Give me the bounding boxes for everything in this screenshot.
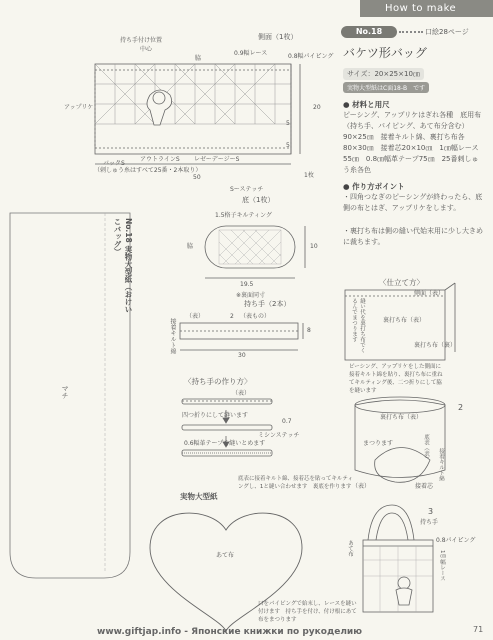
header-banner-text: How to make	[385, 3, 457, 14]
machi-label: マチ	[61, 385, 69, 399]
handle-front-label: （表）	[186, 313, 205, 320]
bottom-panel-label: 底（1枚）	[242, 196, 275, 204]
handle-dim-8: 8	[307, 327, 311, 334]
bottom-side-label: 脇	[187, 243, 194, 250]
materials-heading: ● 材料と用尺	[343, 100, 390, 109]
points-text-1: ・四角つなぎのピーシングが終わったら、底側の布とはぎ、アップリケをします。	[343, 193, 483, 212]
piping-label: 0.8幅パイピング	[288, 53, 334, 60]
bottom-height-dim: 10	[310, 243, 318, 250]
interfacing-label: 接着芯	[415, 483, 434, 490]
assembly-liner-label: 裏打ち布（表）	[383, 317, 426, 324]
dim-5-b: 5	[286, 142, 290, 149]
handle-position-label: 持ち手付け位置	[120, 37, 163, 44]
width-dimension: 50	[193, 174, 201, 181]
heart-heading: 実物大型紙	[180, 492, 218, 501]
footer-watermark: www.giftjap.info - Японские книжки по рукоделию	[97, 627, 362, 637]
page-number: 71	[473, 625, 484, 634]
side-panel-drawing	[95, 64, 300, 164]
handle-stitch-dim: 0.7	[282, 418, 292, 425]
handle-drawing	[180, 323, 303, 350]
bottom-panel-drawing	[205, 226, 305, 278]
bottom-width-dim: 19.5	[240, 281, 254, 288]
bottom-note: ※裏面同寸	[236, 292, 266, 299]
handle-label: 持ち手（2本）	[244, 300, 291, 308]
s-stitch-label: Sーステッチ	[230, 186, 264, 193]
step-2-number: 2	[458, 403, 464, 412]
step3-patch-label: あて布	[347, 540, 353, 557]
lazy-daisy-label: レゼーデージーS	[194, 156, 240, 163]
embroidery-note: （刺しゅう糸はすべて25番・2本取り）	[94, 167, 202, 174]
page-reference: 口絵28ページ	[425, 28, 469, 36]
handle-dim-30: 30	[238, 352, 246, 359]
handle-howto-front: （表）	[232, 390, 251, 397]
center-label: 中心	[140, 46, 153, 53]
assembly-fold-note: 縫い代を裏打ち布でくるんでまつります	[351, 298, 365, 353]
outline-stitch-label: アウトラインS	[140, 156, 180, 163]
step-3-number: 3	[428, 507, 434, 516]
assembly-heading: 〈仕立て方〉	[379, 278, 424, 287]
size-line: サイズ：20×25×10㎝	[343, 68, 424, 80]
handle-dim-2: 2	[230, 313, 234, 320]
project-number-badge: No.18	[341, 26, 397, 38]
heart-note: 口をパイピングで始末し、レースを縫い付けます 持ち手を付け、付け根にあて布をまつります	[258, 601, 357, 623]
side-panel-label: 側面（1枚）	[258, 33, 298, 41]
handle-howto-heading: 〈持ち手の作り方〉	[184, 377, 252, 386]
handle-fold-label: 四つ折りにして縫います	[182, 412, 249, 419]
lace-label: 0.9幅レース	[234, 50, 268, 57]
back-stitch-label: バックS	[103, 160, 125, 167]
assembly-inner-note: 裏打ち布（裏）	[414, 342, 457, 349]
dim-5-a: 5	[286, 120, 290, 127]
applique-label: アップリケ	[64, 104, 94, 111]
step2-front-label: （表）	[352, 483, 371, 490]
assembly-side-label: 側面（表）	[414, 290, 445, 297]
step3-lace-label: 1㎝幅レース	[439, 550, 445, 581]
bottom-front-label: 底表（表）	[423, 434, 429, 462]
blind-stitch-label: まつります	[363, 440, 394, 447]
assembly-description: ピーシング、アップリケをした側面に接着キルト綿を貼り、裏打ち布に重ねてキルティング後、二つ折りにして脇を縫います	[349, 364, 443, 394]
grid-quilting-label: 1.5格子キルティング	[215, 212, 272, 219]
full-size-pattern-title: No.18 実物大型紙（おけいこバッグ）	[113, 218, 133, 313]
side-label: 脇	[195, 55, 202, 62]
points-text-2: ・裏打ち布は側の縫い代始末用に少し大きめに裁ちます。	[343, 227, 483, 246]
height-dimension: 20	[313, 104, 321, 111]
step2-liner-label: 裏打ち布（表）	[380, 414, 423, 421]
step2-note: 底表に接着キルト綿、接着芯を貼ってキルティングし、1と縫い合わせます 裏底を作ります	[238, 476, 353, 490]
heart-label: あて布	[216, 552, 235, 559]
step3-piping-label: 0.8パイピング	[436, 537, 476, 544]
count-label: 1枚	[304, 172, 314, 179]
machine-stitch-label: ミシンステッチ	[258, 432, 300, 439]
points-heading: ● 作り方ポイント	[343, 182, 405, 191]
pattern-note: 実物大型紙はC面18-B です	[343, 82, 429, 93]
handle-quilt-label: 接着キルト綿	[169, 318, 176, 354]
step3-handle-label: 持ち手	[420, 519, 439, 526]
step2-quilt-label: 接着キルト綿	[438, 448, 444, 481]
project-title: バケツ形バッグ	[343, 46, 427, 60]
leather-tape-label: 0.6幅革テープを縫いとめます	[184, 440, 266, 447]
materials-text: ピーシング、アップリケはぎれ各種 底用布（持ち手、パイピング、あて布分含む）90×25㎝ 接着キルト綿、裏打ち布各80×30㎝ 接着芯20×10㎝ 1㎝幅レース55㎝ 0.8㎝幅革テープ75㎝ 25番刺しゅう糸各色	[343, 111, 482, 174]
handle-back-label: （表もの）	[240, 313, 271, 320]
